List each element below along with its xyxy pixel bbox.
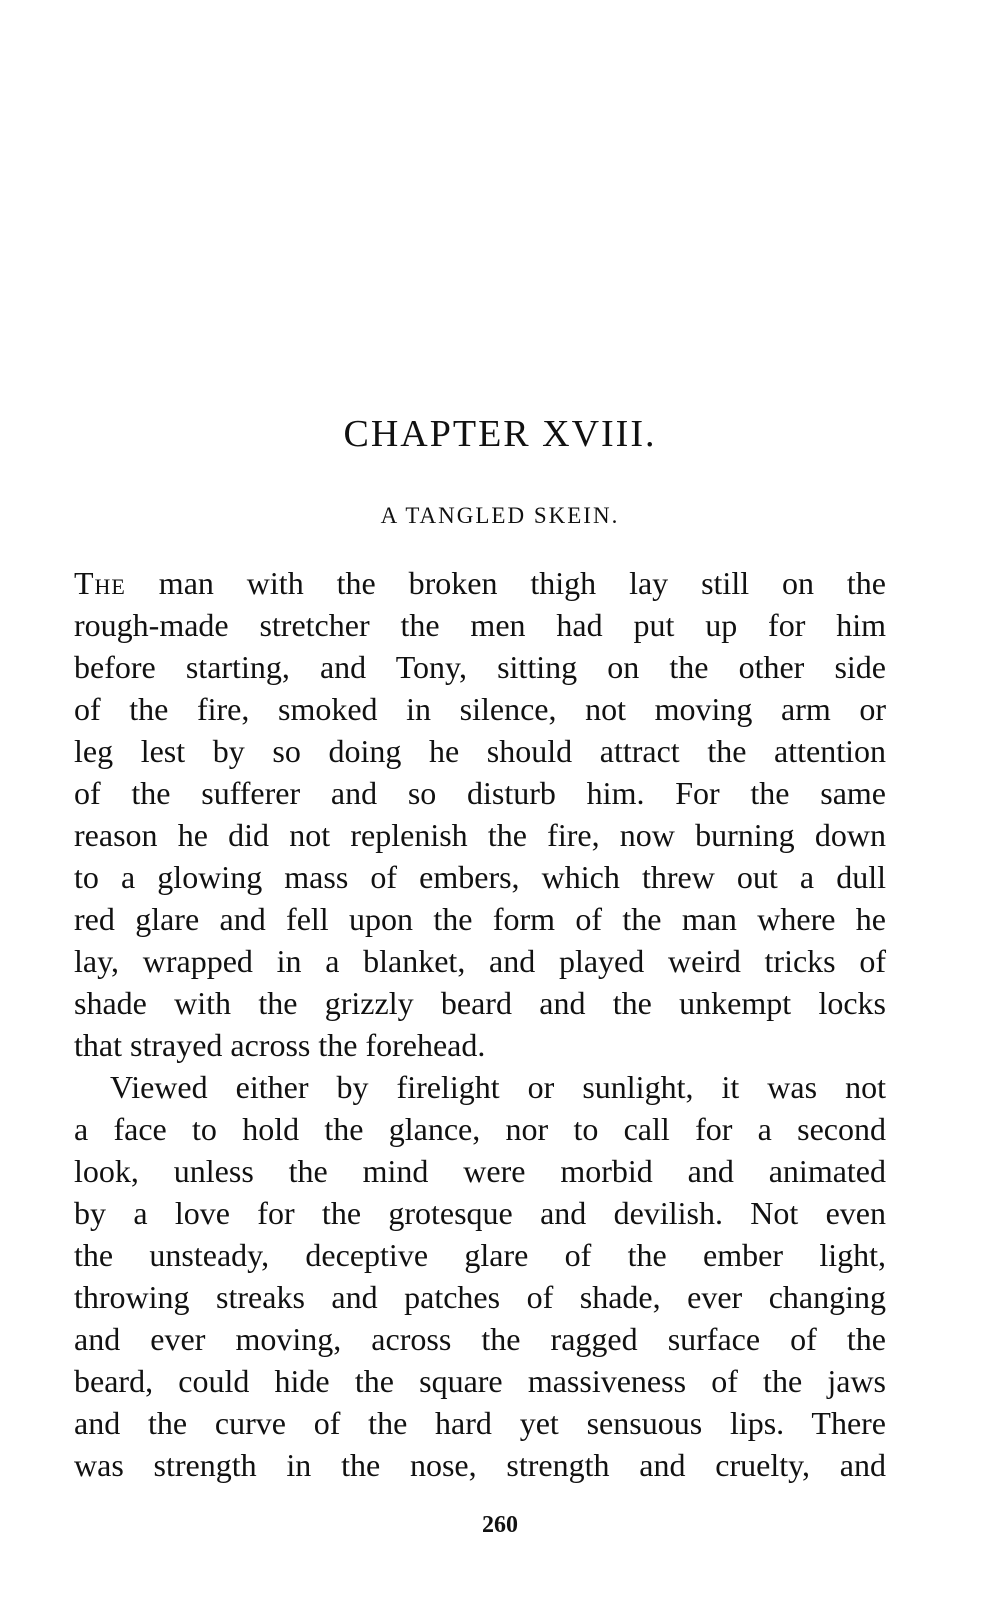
text-line: a face to hold the glance, nor to call for a second: [74, 1111, 886, 1147]
text-line: and ever moving, across the ragged surface of the: [74, 1321, 886, 1357]
chapter-title: CHAPTER XVIII.: [343, 413, 657, 455]
text-line: that strayed across the forehead.: [74, 1027, 486, 1063]
text-line: the unsteady, deceptive glare of the ember light,: [74, 1237, 886, 1273]
text-line: reason he did not replenish the fire, now burning down: [74, 817, 886, 853]
text-line: Viewed either by firelight or sunlight, it was not: [110, 1069, 886, 1105]
text-line: of the fire, smoked in silence, not moving arm or: [74, 691, 886, 727]
text-line: throwing streaks and patches of shade, ever changing: [74, 1279, 886, 1315]
text-line: was strength in the nose, strength and cruelty, and: [74, 1447, 886, 1483]
text-line: beard, could hide the square massiveness of the jaws: [74, 1363, 886, 1399]
text-line: shade with the grizzly beard and the unkempt locks: [74, 985, 886, 1021]
text-line: leg lest by so doing he should attract the attention: [74, 733, 886, 769]
text-line: lay, wrapped in a blanket, and played weird tricks of: [74, 943, 886, 979]
text-line: by a love for the grotesque and devilish. Not even: [74, 1195, 886, 1231]
text-line: to a glowing mass of embers, which threw out a dull: [74, 859, 886, 895]
text-line: before starting, and Tony, sitting on the other side: [74, 649, 886, 685]
text-line-rest: man with the broken thigh lay still on the: [158, 565, 887, 601]
drop-lead-word: The: [74, 565, 126, 601]
text-line: look, unless the mind were morbid and animated: [74, 1153, 886, 1189]
page-number: 260: [482, 1512, 518, 1538]
body-text: [74, 562, 886, 1486]
text-line: rough-made stretcher the men had put up for him: [74, 607, 886, 643]
text-line: and the curve of the hard yet sensuous lips. There: [74, 1405, 886, 1441]
chapter-subtitle: A TANGLED SKEIN.: [380, 503, 620, 528]
text-line: red glare and fell upon the form of the man where he: [74, 901, 886, 937]
text-line: of the sufferer and so disturb him. For the same: [74, 775, 886, 811]
text-line: [74, 562, 886, 604]
